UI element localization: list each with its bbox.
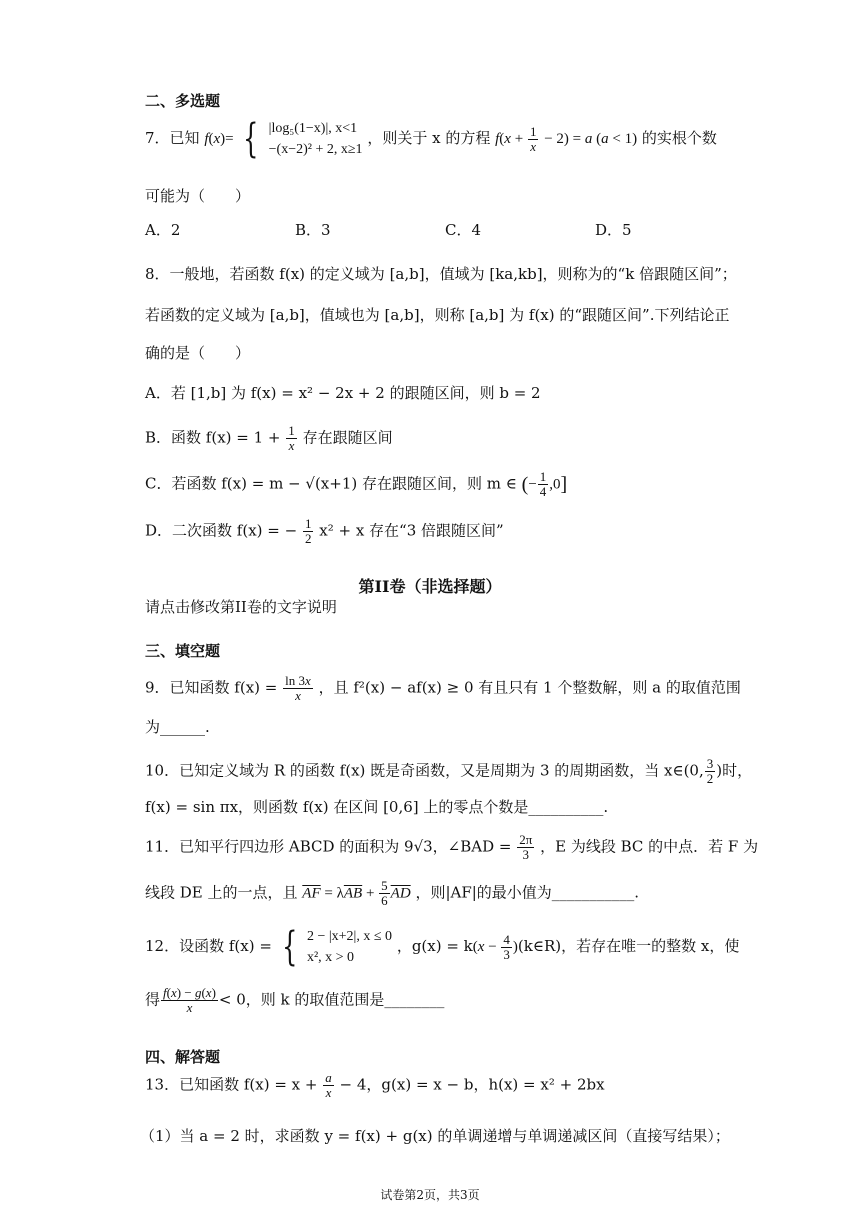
- q8-option-a[interactable]: A．若 [1,b] 为 f(x) = x² − 2x + 2 的跟随区间，则 b = 2: [145, 384, 541, 402]
- q8-option-b[interactable]: [145, 424, 393, 453]
- q8-option-b-frac: $\frac{1}{x}$: [288, 423, 295, 453]
- q8-option-c-pre: C．若函数 f(x) = m − √(x+1) 存在跟随区间，则 m ∈: [145, 474, 517, 493]
- q12-mid: ，g(x) = k: [396, 937, 473, 955]
- page-footer: 试卷第2页，共3页: [380, 1188, 480, 1202]
- q13-line-1-pre: 13．已知函数 f(x) = x +: [145, 1075, 318, 1094]
- q8-option-c[interactable]: C．若函数 f(x) = m − √(x+1) 存在跟随区间，则 m ∈ (− $\frac{1}{4}$ ,0]: [145, 469, 568, 499]
- q7-option-c[interactable]: C．4: [445, 221, 482, 239]
- q7-case-1: |log₅(1−x)|, x<1: [268, 121, 358, 136]
- q13-line-1: [145, 1071, 605, 1100]
- q7-frac: $\frac{1}{x}$: [529, 123, 537, 154]
- q7-prefix: 7．已知: [145, 129, 200, 147]
- q7-options: [145, 220, 745, 240]
- q8-option-d[interactable]: [145, 517, 504, 546]
- q7-piecewise: [269, 118, 363, 160]
- q8-line-2: 若函数的定义域为 [a,b]，值域也为 [a,b]，则称 [a,b] 为 f(x) 的“跟随区间”.下列结论正: [145, 306, 730, 324]
- q9-pre: 9．已知函数 f(x) =: [145, 678, 278, 697]
- q7-mid: ，则关于 x 的方程: [367, 129, 491, 147]
- section-multiple-choice: 二、多选题: [145, 92, 221, 110]
- q11-frac: $\frac{2\pi}{3}$: [519, 832, 533, 862]
- q12-line-2-post: < 0，则 k 的取值范围是________: [218, 990, 445, 1009]
- section-solution: 四、解答题: [145, 1048, 221, 1066]
- q11-line-1: [145, 833, 758, 862]
- q10-frac: $\frac{3}{2}$: [706, 756, 714, 786]
- q8-option-d-pre: D．二次函数 f(x) = −: [145, 521, 298, 540]
- q10-line-1: [145, 757, 752, 786]
- q11-line-2-post: ，则|AF|的最小值为___________.: [415, 883, 640, 902]
- q8-line-1: 8．一般地，若函数 f(x) 的定义域为 [a,b]，值域为 [ka,kb]，则称为的“k 倍跟随区间”；: [145, 265, 737, 283]
- q9-line-1: [145, 674, 741, 703]
- q12-line-2: [145, 986, 444, 1015]
- q12-pre: 12．设函数 f(x) =: [145, 937, 272, 955]
- q11-line-2: 线段 DE 上的一点，且 $\overline{AF} = \lambda\overline{AB}$ + $\frac{5}{6}$ $\overline{AD}$ ，则|AF|的最小值为___________.: [145, 878, 640, 908]
- q11-frac-2: $\frac{5}{6}$: [381, 878, 388, 908]
- q8-option-d-frac: $\frac{1}{2}$: [304, 516, 312, 546]
- q12-line-2-pre: 得: [145, 990, 161, 1009]
- q8-option-b-post: 存在跟随区间: [302, 428, 393, 447]
- q11-line-2-pre: 线段 DE 上的一点，且: [145, 883, 298, 902]
- q12-frac-2: $\frac{f(x) - g(x)}{x}$: [163, 985, 216, 1015]
- q8-line-3: 确的是（ ）: [145, 344, 251, 362]
- q12-piecewise: [307, 926, 392, 968]
- q11-line-1-pre: 11．已知平行四边形 ABCD 的面积为 9√3，∠BAD =: [145, 837, 512, 856]
- q13-line-1-post: − 4，g(x) = x − b，h(x) = x² + 2bx: [339, 1075, 605, 1094]
- section-fill-blank: 三、填空题: [145, 642, 221, 660]
- q12-frac: $\frac{4}{3}$: [503, 931, 510, 962]
- part-2-title: 第II卷（非选择题）: [358, 577, 502, 596]
- q7-option-a[interactable]: A．2: [145, 221, 181, 239]
- q13-frac: $\frac{a}{x}$: [325, 1070, 332, 1100]
- q9-line-2: 为______.: [145, 718, 210, 736]
- brace-icon: {: [281, 924, 298, 970]
- q7-case-2: −(x−2)² + 2, x≥1: [268, 142, 363, 157]
- q7-line-2: 可能为（ ）: [145, 187, 251, 205]
- q12-post: (k∈R)，若存在唯一的整数 x，使: [517, 937, 740, 955]
- brace-icon: {: [243, 116, 259, 162]
- q10-line-1-end: )时，: [716, 761, 753, 780]
- q9-post: ，且 f²(x) − af(x) ≥ 0 有且只有 1 个整数解，则 a 的取值范围: [318, 678, 741, 697]
- question-7-stem: 7．已知 f(x)= { |log₅(1−x)|, x<1 −(x−2)² + 2, x≥1 ，则关于 x 的方程 f(x + $\frac{1}{x}$ − 2) = a (a < 1) 的实根个数: [145, 116, 717, 162]
- part-2-note[interactable]: 请点击修改第II卷的文字说明: [145, 598, 337, 616]
- q8-option-c-frac: $\frac{1}{4}$: [539, 469, 547, 499]
- q9-frac: $\frac{\ln 3x}{x}$: [285, 673, 311, 703]
- q7-tail: 的实根个数: [641, 129, 717, 147]
- q13-line-2: （1）当 a = 2 时，求函数 y = f(x) + g(x) 的单调递增与单调递减区间（直接写结果）；: [140, 1127, 730, 1145]
- q12-case-1: 2 − |x+2|, x ≤ 0: [306, 929, 393, 944]
- q8-option-b-pre: B．函数 f(x) = 1 +: [145, 428, 281, 447]
- q12-case-2: x², x > 0: [306, 950, 355, 965]
- q10-line-1-text: 10．已知定义域为 R 的函数 f(x) 既是奇函数，又是周期为 3 的周期函数，当 x∈(0,: [145, 761, 704, 780]
- q10-line-2: f(x) = sin πx，则函数 f(x) 在区间 [0,6] 上的零点个数是__________.: [145, 798, 609, 816]
- q12-line-1: 12．设函数 f(x) = { 2 − |x+2|, x ≤ 0 x², x > 0 ，g(x) = k(x − $\frac{4}{3}$ )(k∈R)，若存在唯一的整数 x，使: [145, 924, 740, 970]
- q11-line-1-post: ，E 为线段 BC 的中点．若 F 为: [540, 837, 759, 856]
- q7-option-d[interactable]: D．5: [595, 221, 632, 239]
- q7-option-b[interactable]: B．3: [295, 221, 331, 239]
- q8-option-d-post: x² + x 存在“3 倍跟随区间”: [319, 521, 504, 540]
